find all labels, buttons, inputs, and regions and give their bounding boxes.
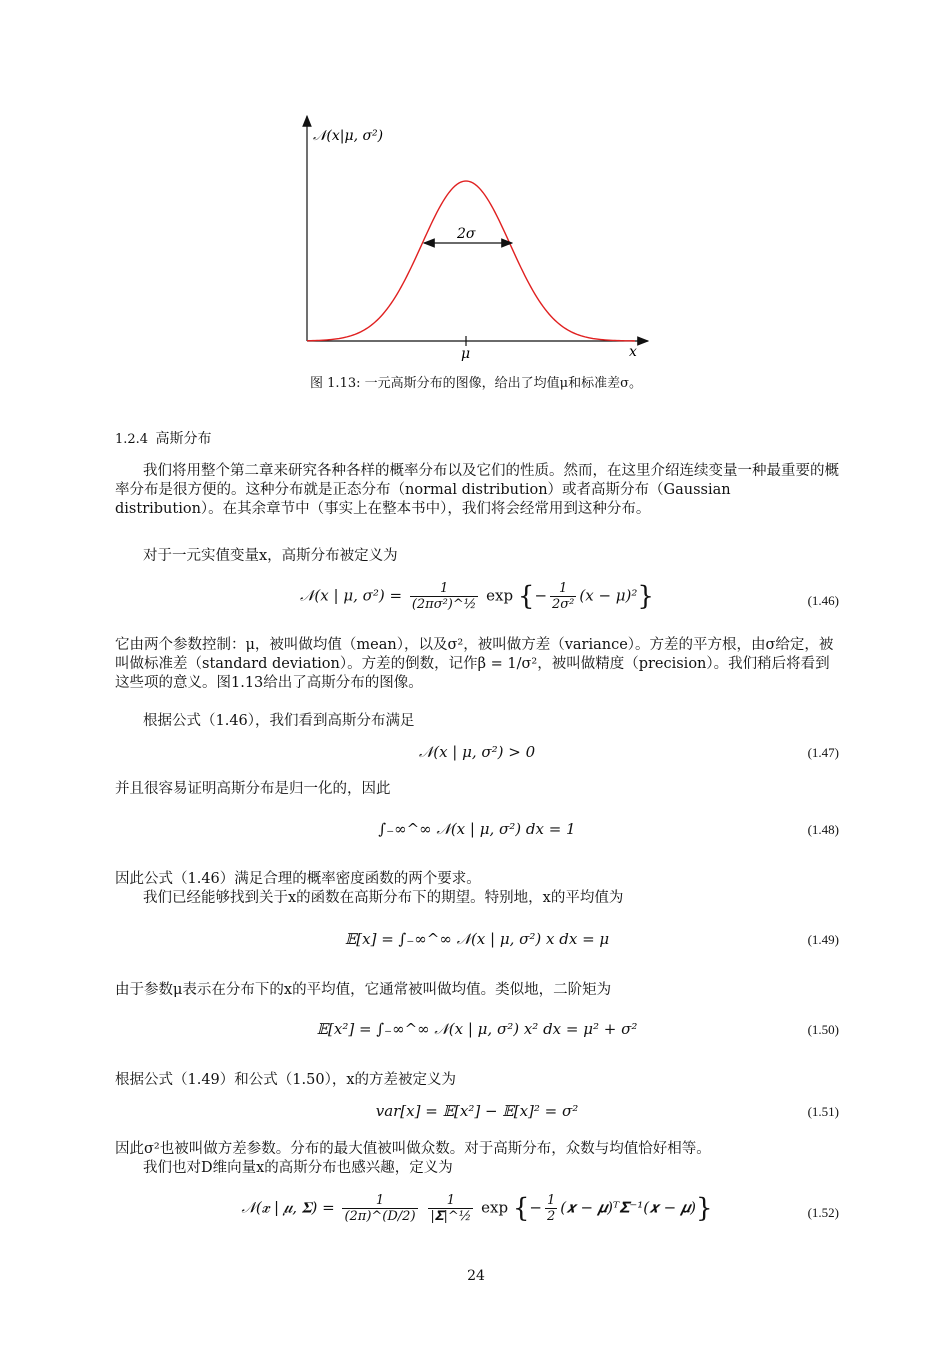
paragraph-mode: 因此σ²也被叫做方差参数。分布的最大值被叫做众数。对于高斯分布，众数与均值恰好相等。: [115, 1141, 711, 1157]
eq146-fraction: [410, 581, 479, 612]
equation-number: (1.50): [807, 1022, 839, 1037]
section-number: 1.2.4: [115, 432, 149, 447]
gaussian-plot: [0, 0, 952, 380]
eq146-tail: (x − μ)²: [579, 586, 638, 605]
eq146-numerator: 1: [410, 581, 479, 597]
eq152-inner-fraction: [545, 1193, 557, 1224]
eq152-fraction-2: [428, 1193, 473, 1224]
page-number: 24: [467, 1268, 485, 1284]
equation-1-46: 𝒩(x | μ, σ²) = $\frac{1}{\text{(2πσ²)\textasciicircum{}½}}$ exp {− $\frac{1}{\text{2σ²}}$ (x − μ)²} (1.46): [300, 581, 839, 612]
paragraph-parameters: 它由两个参数控制：μ，被叫做均值（mean），以及σ²，被叫做方差（variance）。方差的平方根，由σ给定，被叫做标准差（standard deviation）。方差的倒数，记作β = 1/σ²，被叫做精度（precision）。我们稍后将看到这些项的意义。图1.13给出了高斯分布的图像。: [115, 637, 834, 691]
gaussian-figure: [0, 0, 952, 380]
eq146-inner-denominator: 2σ²: [552, 597, 575, 612]
eq146-exp: exp: [486, 586, 514, 605]
eq152-inner-numerator: 1: [547, 1193, 556, 1208]
two-sigma-label: 2σ: [457, 226, 476, 242]
equation-1-47: [115, 741, 839, 781]
eq146-denominator: (2πσ²)^½: [411, 597, 477, 612]
paragraph-multivariate: 我们也对D维向量x的高斯分布也感兴趣，定义为: [143, 1160, 453, 1176]
equation-1-51: [115, 1100, 839, 1140]
eq152-inner-denominator: 2: [547, 1209, 556, 1224]
equation-number: (1.49): [807, 932, 839, 947]
eq148-body: ∫₋∞^∞ 𝒩(x | μ, σ²) dx = 1: [378, 820, 576, 838]
equation-number: (1.52): [807, 1205, 839, 1220]
eq151-body: var[x] = 𝔼[x²] − 𝔼[x]² = σ²: [375, 1102, 579, 1120]
eq146-inner-fraction: [550, 581, 576, 612]
eq152-fraction-1: [342, 1193, 417, 1224]
paragraph-expectation: 我们已经能够找到关于x的函数在高斯分布下的期望。特别地，x的平均值为: [143, 890, 624, 906]
equation-1-52: 𝒩(𝒙 | 𝝁, 𝚺) = $\frac{1}{(2\pi)\^{}(D/2)}$ $\frac{1}{\text{|𝚺|\textasciicircum{}½}}$ exp {− $\frac{1}{2}$ (𝒙 − 𝝁)ᵀ𝚺⁻¹(𝒙 − 𝝁)} (1.52): [241, 1193, 839, 1224]
eq152-tail: (𝒙 − 𝝁)ᵀ𝚺⁻¹(𝒙 − 𝝁): [560, 1198, 696, 1217]
eq152-exp: exp: [481, 1198, 509, 1217]
eq152-denominator-1: (2π)^(D/2): [344, 1209, 416, 1224]
section-heading: [115, 428, 211, 448]
equation-number: (1.48): [807, 822, 839, 837]
paragraph-mean: 由于参数μ表示在分布下的x的平均值，它通常被叫做均值。类似地，二阶矩为: [115, 982, 612, 998]
eq152-lhs: 𝒩(𝒙 | 𝝁, 𝚺) =: [241, 1198, 335, 1217]
figure-caption: 图 1.13: 一元高斯分布的图像，给出了均值μ和标准差σ。: [310, 376, 642, 391]
section-title: 高斯分布: [155, 431, 212, 447]
eq146-lhs: 𝒩(x | μ, σ²) =: [300, 586, 403, 605]
paragraph-univariate: 对于一元实值变量x，高斯分布被定义为: [143, 548, 398, 564]
equation-number: (1.47): [807, 745, 839, 760]
eq147-body: 𝒩(x | μ, σ²) > 0: [418, 743, 536, 761]
paragraph-variance: 根据公式（1.49）和公式（1.50），x的方差被定义为: [115, 1072, 456, 1088]
eq150-body: 𝔼[x²] = ∫₋∞^∞ 𝒩(x | μ, σ²) x² dx = μ² + σ²: [316, 1020, 638, 1038]
equation-1-50: [115, 1016, 839, 1056]
equation-number: (1.46): [807, 593, 839, 608]
y-axis-label: 𝒩(x|μ, σ²): [313, 128, 384, 144]
paragraph-requirements: 因此公式（1.46）满足合理的概率密度函数的两个要求。: [115, 871, 481, 887]
eq149-body: 𝔼[x] = ∫₋∞^∞ 𝒩(x | μ, σ²) x dx = μ: [344, 930, 610, 948]
paragraph-positive: 根据公式（1.46），我们看到高斯分布满足: [143, 713, 415, 729]
eq152-numerator-2: 1: [428, 1193, 473, 1209]
equation-1-48: [115, 816, 839, 856]
equation-1-49: [115, 926, 839, 966]
gaussian-curve: [307, 181, 635, 341]
eq152-numerator-1: 1: [342, 1193, 417, 1209]
x-axis-label: x: [629, 344, 637, 360]
paragraph-normalized: 并且很容易证明高斯分布是归一化的，因此: [115, 781, 391, 797]
paragraph-intro: 我们将用整个第二章来研究各种各样的概率分布以及它们的性质。然而，在这里介绍连续变量一种最重要的概率分布是很方便的。这种分布就是正态分布（normal distribution）或者高斯分布（Gaussian distribution）。在其余章节中（事实上在整本书中），我们将会经常用到这种分布。: [115, 463, 839, 517]
mu-label: μ: [461, 346, 471, 362]
eq146-inner-numerator: 1: [550, 581, 576, 597]
eq152-denominator-2: |𝚺|^½: [430, 1209, 472, 1224]
equation-number: (1.51): [807, 1104, 839, 1119]
